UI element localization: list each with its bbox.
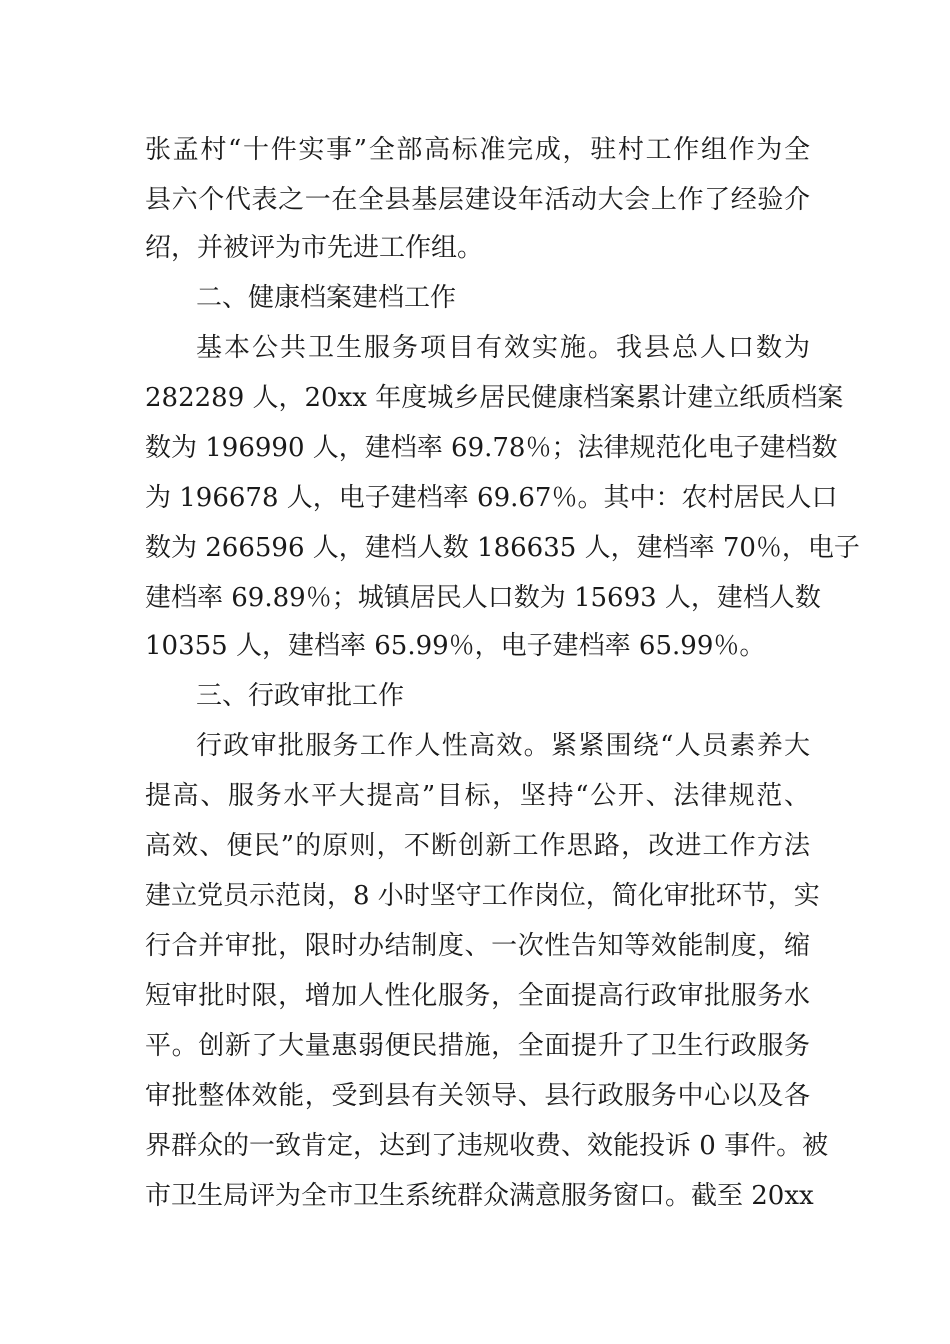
paragraph-line: 短审批时限，增加人性化服务，全面提高行政审批服务水 [145,981,810,1011]
paragraph-line: 10355 人，建档率 65.99％，电子建档率 65.99％。 [145,631,766,661]
paragraph-line: 基本公共卫生服务项目有效实施。我县总人口数为 [196,333,810,363]
paragraph-line: 建档率 69.89％；城镇居民人口数为 15693 人，建档人数 [145,583,821,613]
paragraph-line: 数为 266596 人，建档人数 186635 人，建档率 70％，电子 [145,533,860,563]
paragraph-line: 282289 人，20xx 年度城乡居民健康档案累计建立纸质档案 [145,383,844,413]
paragraph-line: 行政审批服务工作人性高效。紧紧围绕“人员素养大 [196,731,810,761]
paragraph-line: 为 196678 人，电子建档率 69.67％。其中：农村居民人口 [145,483,838,513]
paragraph-line: 审批整体效能，受到县有关领导、县行政服务中心以及各 [145,1081,810,1111]
paragraph-line: 张孟村“十件实事”全部高标准完成，驻村工作组作为全 [145,135,810,165]
paragraph-line: 市卫生局评为全市卫生系统群众满意服务窗口。截至 20xx [145,1181,814,1211]
section-heading: 二、健康档案建档工作 [196,283,457,313]
paragraph-line: 行合并审批，限时办结制度、一次性告知等效能制度，缩 [145,931,810,961]
paragraph-line: 提高、服务水平大提高”目标，坚持“公开、法律规范、 [145,781,810,811]
section-heading: 三、行政审批工作 [196,681,405,711]
paragraph-line: 界群众的一致肯定，达到了违规收费、效能投诉 0 事件。被 [145,1131,829,1161]
paragraph-line: 建立党员示范岗，8 小时坚守工作岗位，简化审批环节，实 [145,881,820,911]
paragraph-line: 绍，并被评为市先进工作组。 [145,233,484,263]
paragraph-line: 数为 196990 人，建档率 69.78％；法律规范化电子建档数 [145,433,838,463]
paragraph-line: 平。创新了大量惠弱便民措施，全面提升了卫生行政服务 [145,1031,810,1061]
paragraph-line: 县六个代表之一在全县基层建设年活动大会上作了经验介 [145,185,810,215]
paragraph-line: 高效、便民”的原则，不断创新工作思路，改进工作方法 [145,831,810,861]
